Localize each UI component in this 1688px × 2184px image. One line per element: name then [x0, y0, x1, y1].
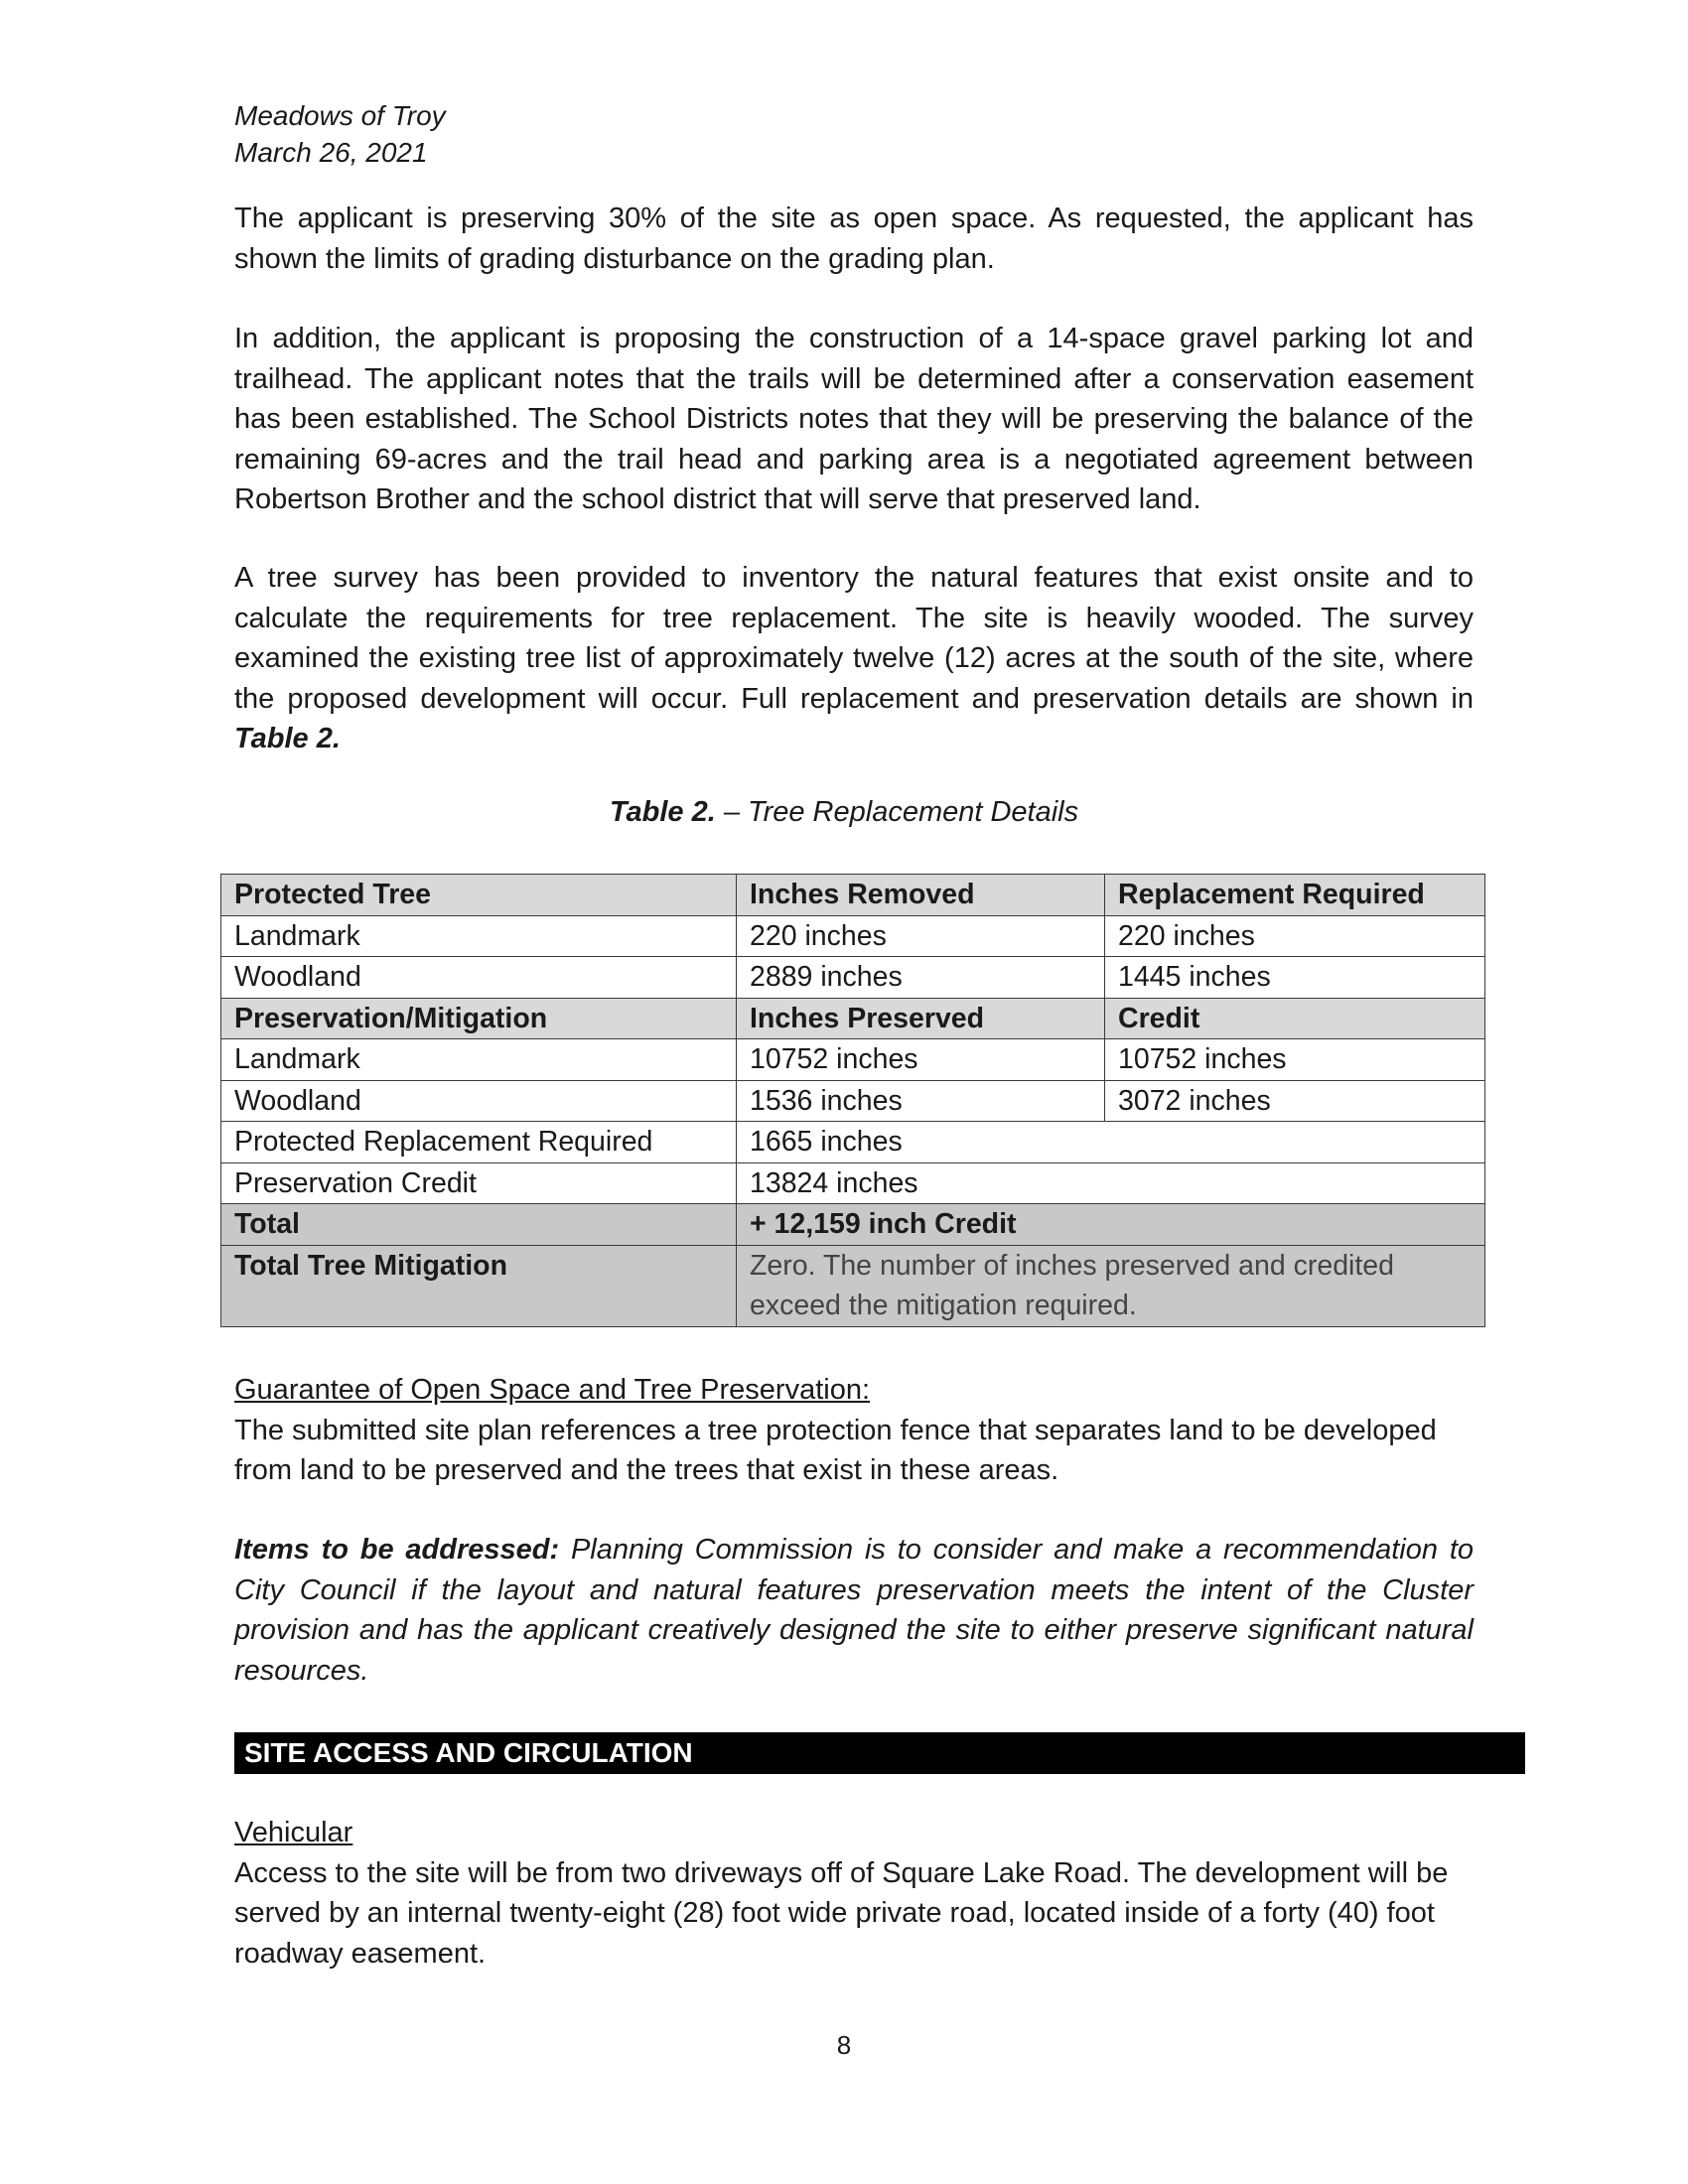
section-heading-bar: SITE ACCESS AND CIRCULATION	[234, 1732, 1525, 1774]
table-cell: Total	[221, 1204, 737, 1246]
table-cell: Total Tree Mitigation	[221, 1245, 737, 1326]
table-total-mitigation-row	[221, 1245, 1485, 1326]
tree-replacement-table	[220, 874, 1485, 1327]
table-subheader-row	[221, 998, 1485, 1039]
table-cell: 220 inches	[737, 915, 1105, 957]
table-row	[221, 957, 1485, 999]
table-cell: Preservation Credit	[221, 1162, 737, 1204]
table-header-row	[221, 875, 1485, 916]
table-header-cell: Inches Removed	[737, 875, 1105, 916]
table-caption-text: – Tree Replacement Details	[715, 796, 1079, 828]
table-cell: Zero. The number of inches preserved and credited exceed the mitigation required.	[737, 1245, 1485, 1326]
tree-survey-text: A tree survey has been provided to inventory the natural features that exist onsite and to calculate the requirements for tree replacement. The site is heavily wooded. The survey examined the existing tree list of approximately twelve (12) acres at the south of the site, where the proposed development will occur. Full replacement and preservation details are shown in	[234, 562, 1474, 715]
table-cell: 3072 inches	[1105, 1080, 1485, 1122]
items-text: Planning Commission is to consider and make a recommendation to City Council if the layout and natural features preservation meets the intent of the Cluster provision and has the applicant creatively designed the site to either preserve significant natural resources.	[234, 1534, 1475, 1687]
table-cell: + 12,159 inch Credit	[737, 1204, 1485, 1246]
table-row	[221, 1080, 1485, 1122]
table-header-cell: Replacement Required	[1105, 875, 1485, 916]
table-cell: Landmark	[221, 1039, 737, 1081]
table-cell: 1665 inches	[737, 1122, 1485, 1163]
table-cell: Protected Replacement Required	[221, 1122, 737, 1163]
table-cell: 1536 inches	[737, 1080, 1105, 1122]
table-cell: Woodland	[221, 957, 737, 999]
table-summary-row	[221, 1122, 1485, 1163]
table-total-row	[221, 1204, 1485, 1246]
table-row	[221, 1039, 1485, 1081]
page-header	[234, 97, 446, 171]
table-header-cell: Preservation/Mitigation	[221, 998, 737, 1039]
table-header-cell: Credit	[1105, 998, 1485, 1039]
table-cell: 13824 inches	[737, 1162, 1485, 1204]
guarantee-section	[234, 1370, 1474, 1491]
table-caption	[0, 796, 1688, 829]
table-cell: 220 inches	[1105, 915, 1485, 957]
table-summary-row	[221, 1162, 1485, 1204]
table-cell: 10752 inches	[737, 1039, 1105, 1081]
vehicular-section	[234, 1813, 1474, 1974]
table-row	[221, 915, 1485, 957]
table-header-cell: Protected Tree	[221, 875, 737, 916]
header-project: Meadows of Troy	[234, 100, 446, 131]
guarantee-heading: Guarantee of Open Space and Tree Preservation:	[234, 1374, 871, 1406]
page-number: 8	[836, 2030, 852, 2060]
items-to-be-addressed	[234, 1530, 1474, 1691]
table-cell: Landmark	[221, 915, 737, 957]
paragraph-tree-survey	[234, 558, 1474, 759]
table-header-cell: Inches Preserved	[737, 998, 1105, 1039]
table-reference: Table 2.	[234, 723, 341, 754]
table-cell: 10752 inches	[1105, 1039, 1485, 1081]
table-caption-label: Table 2.	[609, 796, 716, 828]
table-cell: 2889 inches	[737, 957, 1105, 999]
table-cell: 1445 inches	[1105, 957, 1485, 999]
paragraph-open-space: The applicant is preserving 30% of the site as open space. As requested, the applicant has shown the limits of grading disturbance on the grading plan.	[234, 203, 1474, 275]
table-cell: Woodland	[221, 1080, 737, 1122]
guarantee-text: The submitted site plan references a tree protection fence that separates land to be developed from land to be preserved and the trees that exist in these areas.	[234, 1414, 1437, 1486]
header-date: March 26, 2021	[234, 137, 428, 168]
items-label: Items to be addressed:	[234, 1534, 560, 1566]
vehicular-heading: Vehicular	[234, 1817, 353, 1848]
paragraph-trailhead: In addition, the applicant is proposing the construction of a 14-space gravel parking lot and trailhead. The applicant notes that the trails will be determined after a conservation easement has been established. The School Districts notes that they will be preserving the balance of the remaining 69-acres and the trail head and parking area is a negotiated agreement between Robertson Brother and the school district that will serve that preserved land.	[234, 323, 1474, 515]
vehicular-text: Access to the site will be from two driveways off of Square Lake Road. The development will be served by an internal twenty-eight (28) foot wide private road, located inside of a forty (40) foot roadway easement.	[234, 1856, 1449, 1970]
